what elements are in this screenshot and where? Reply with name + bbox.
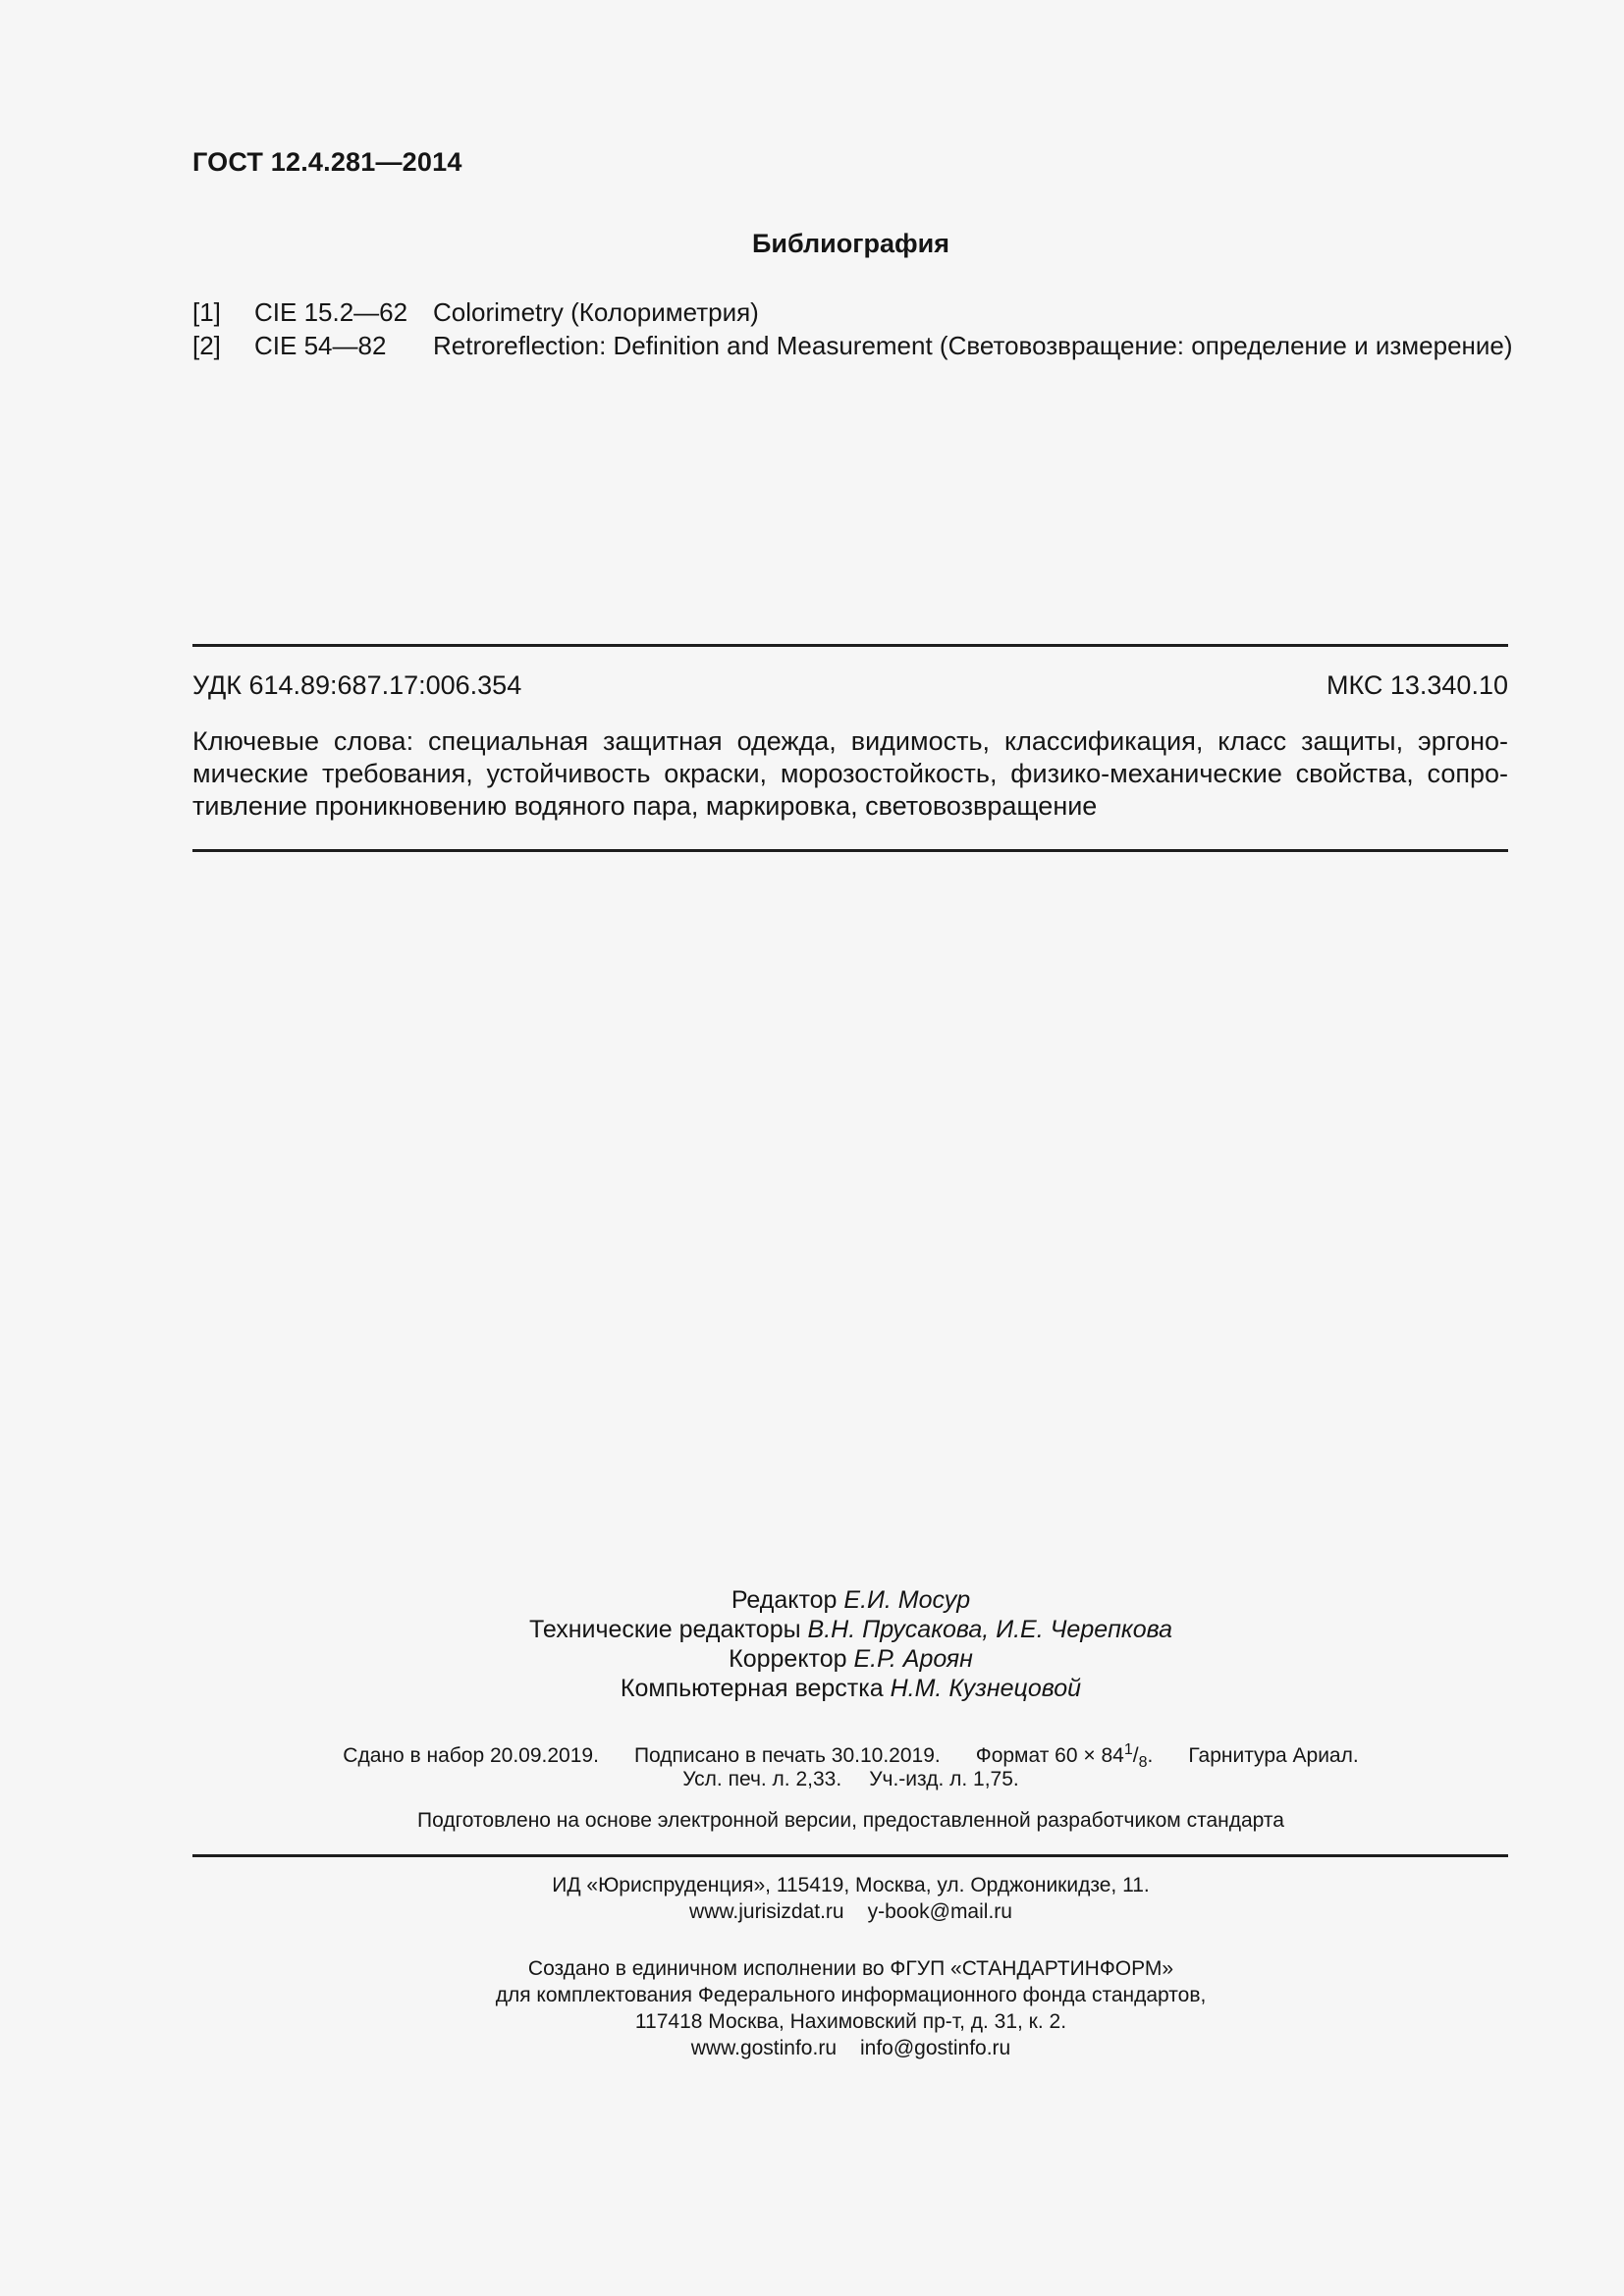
layout-name: Н.М. Кузнецовой	[890, 1675, 1082, 1702]
editor-label: Редактор	[731, 1586, 838, 1614]
keywords-line: Ключевые слова: специальная защитная одежда, видимость, классификация, класс защиты, эргоно-	[192, 726, 1508, 756]
tech-editors-names: В.Н. Прусакова, И.Е. Черепкова	[807, 1616, 1173, 1643]
sent-date: Сдано в набор 20.09.2019.	[343, 1744, 599, 1767]
publisher-email: y-book@mail.ru	[867, 1900, 1012, 1923]
entry-number: [2]	[192, 331, 221, 360]
producer-email: info@gostinfo.ru	[860, 2037, 1011, 2059]
publisher-address: ИД «Юриспруденция», 115419, Москва, ул. Орджоникидзе, 11.	[552, 1874, 1150, 1896]
signed-date: Подписано в печать 30.10.2019.	[633, 1744, 941, 1767]
producer-line-3: 117418 Москва, Нахимовский пр-т, д. 31, к. 2.	[634, 2010, 1067, 2033]
format-numerator: 1	[1123, 1741, 1133, 1758]
corrector-line	[0, 1644, 1624, 1674]
document-code: ГОСТ 12.4.281—2014	[192, 147, 462, 177]
format-slash: /	[1132, 1744, 1139, 1767]
format-prefix: Формат 60 × 84	[975, 1744, 1124, 1767]
entry-title: Retroreflection: Definition and Measurement (Световозвращение: определение и измерение)	[433, 331, 1513, 360]
bibliography-entry	[192, 297, 1567, 331]
producer-site: www.gostinfo.ru	[690, 2037, 837, 2059]
credits-block	[0, 1585, 1624, 1703]
keywords-line: мические требования, устойчивость окраски, морозостойкость, физико-механические свойства, сопро-	[192, 759, 1508, 788]
producer-contacts	[0, 2035, 1624, 2061]
layout-line	[0, 1674, 1624, 1703]
entry-number: [1]	[192, 297, 221, 327]
entry-code: CIE 15.2—62	[254, 297, 408, 327]
bibliography-entry	[192, 331, 1567, 364]
entry-title: Colorimetry (Колориметрия)	[433, 297, 759, 327]
keywords-block	[192, 725, 1508, 823]
format-denominator: 8	[1138, 1754, 1148, 1772]
imprint-line-2	[0, 1767, 1624, 1792]
producer-line-1: Создано в единичном исполнении во ФГУП «СТАНДАРТИНФОРМ»	[527, 1957, 1174, 1980]
format-suffix: .	[1147, 1744, 1154, 1767]
corrector-name: Е.Р. Ароян	[853, 1645, 973, 1673]
tech-editors-line	[0, 1615, 1624, 1644]
publisher-site: www.jurisizdat.ru	[689, 1900, 844, 1923]
divider-keywords	[192, 849, 1508, 852]
format	[975, 1741, 1154, 1772]
mks-code: МКС 13.340.10	[1326, 670, 1508, 700]
bibliography-title: Библиография	[752, 229, 949, 258]
pub-sheets: Уч.-изд. л. 1,75.	[869, 1768, 1019, 1790]
publisher-contacts	[0, 1898, 1624, 1925]
typeface: Гарнитура Ариал.	[1188, 1744, 1359, 1767]
editor-name: Е.И. Мосур	[843, 1586, 971, 1614]
corrector-label: Корректор	[729, 1645, 847, 1673]
keywords-line: тивление проникновению водяного пара, маркировка, световозвращение	[192, 791, 1098, 821]
tech-editors-label: Технические редакторы	[528, 1616, 801, 1643]
producer-line-2: для комплектования Федерального информационного фонда стандартов,	[495, 1984, 1207, 2006]
print-sheets: Усл. печ. л. 2,33.	[682, 1768, 842, 1790]
layout-label: Компьютерная верстка	[620, 1675, 884, 1702]
entry-code: CIE 54—82	[254, 331, 387, 360]
divider-imprint	[192, 1854, 1508, 1857]
udk-code: УДК 614.89:687.17:006.354	[192, 670, 522, 700]
editor-line	[0, 1585, 1624, 1615]
divider-top	[192, 644, 1508, 647]
prepared-note: Подготовлено на основе электронной версии, предоставленной разработчиком стандарта	[417, 1809, 1284, 1832]
